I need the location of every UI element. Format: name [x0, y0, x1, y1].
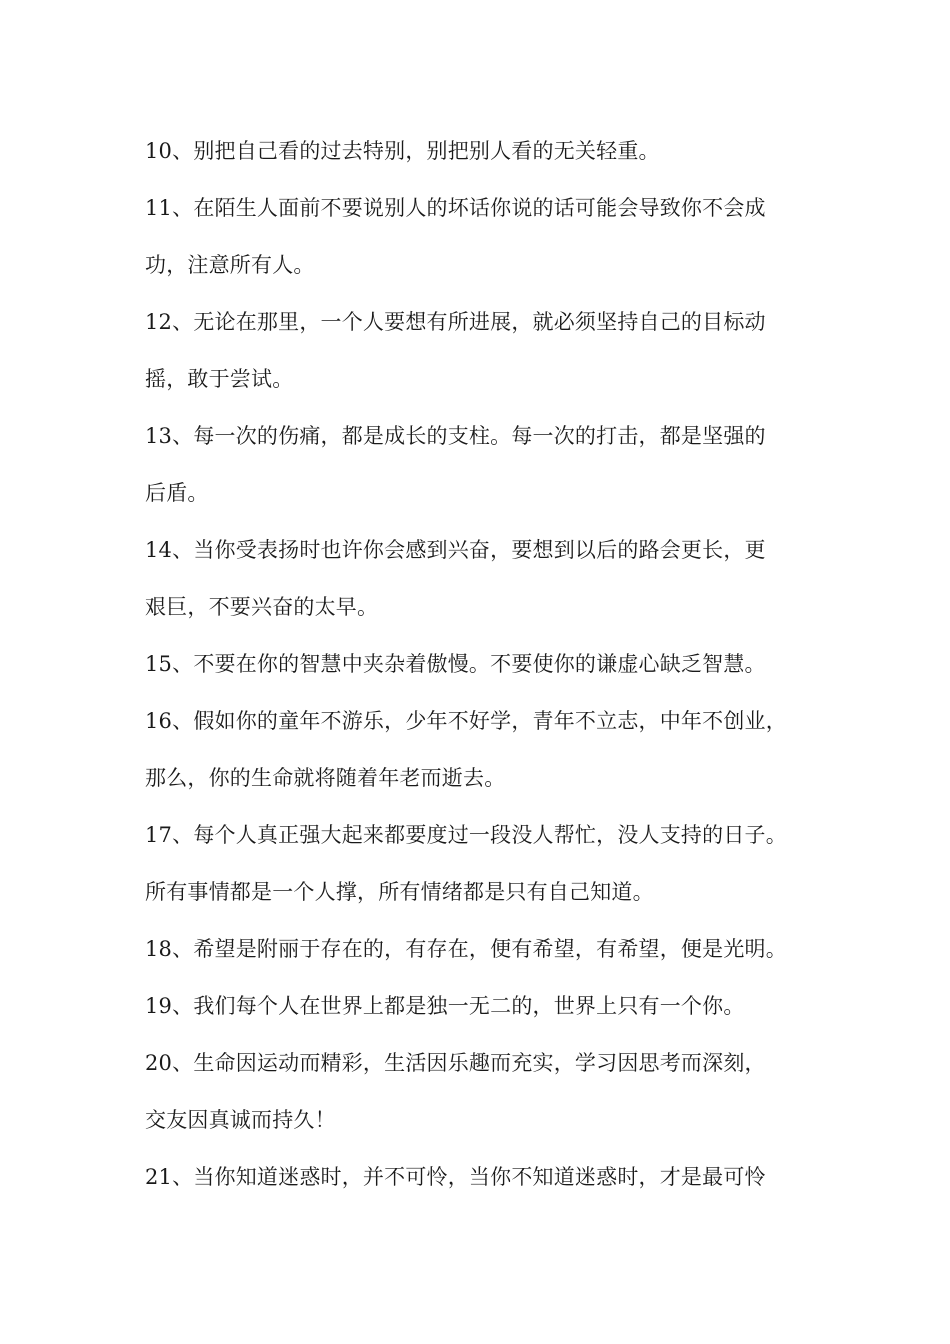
text-line: 12、无论在那里，一个人要想有所进展，就必须坚持自己的目标动 — [145, 310, 766, 334]
text-line: 交友因真诚而持久！ — [145, 1108, 336, 1132]
text-line: 11、在陌生人面前不要说别人的坏话你说的话可能会导致你不会成 — [145, 196, 766, 220]
text-line: 那么，你的生命就将随着年老而逝去。 — [145, 766, 506, 790]
text-line: 21、当你知道迷惑时，并不可怜，当你不知道迷惑时，才是最可怜 — [145, 1165, 766, 1189]
text-line: 17、每个人真正强大起来都要度过一段没人帮忙，没人支持的日子。 — [145, 823, 787, 847]
text-line: 所有事情都是一个人撑，所有情绪都是只有自己知道。 — [145, 880, 654, 904]
text-line: 13、每一次的伤痛，都是成长的支柱。每一次的打击，都是坚强的 — [145, 424, 766, 448]
text-line: 摇，敢于尝试。 — [145, 367, 294, 391]
text-line: 后盾。 — [145, 481, 209, 505]
text-line: 功，注意所有人。 — [145, 253, 315, 277]
text-line: 14、当你受表扬时也许你会感到兴奋，要想到以后的路会更长，更 — [145, 538, 766, 562]
text-line: 19、我们每个人在世界上都是独一无二的，世界上只有一个你。 — [145, 994, 745, 1018]
text-line: 20、生命因运动而精彩，生活因乐趣而充实，学习因思考而深刻， — [145, 1051, 766, 1075]
text-line: 16、假如你的童年不游乐，少年不好学，青年不立志，中年不创业， — [145, 709, 787, 733]
text-line: 10、别把自己看的过去特别，别把别人看的无关轻重。 — [145, 139, 660, 163]
text-line: 15、不要在你的智慧中夹杂着傲慢。不要使你的谦虚心缺乏智慧。 — [145, 652, 766, 676]
text-line: 18、希望是附丽于存在的，有存在，便有希望，有希望，便是光明。 — [145, 937, 787, 961]
text-line: 艰巨，不要兴奋的太早。 — [145, 595, 379, 619]
